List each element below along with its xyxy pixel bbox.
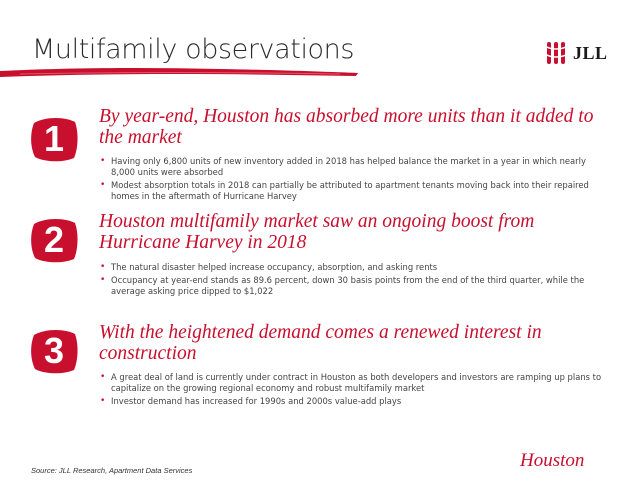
bullet-icon: • [100, 372, 106, 382]
list-item [99, 275, 604, 297]
number-badge-1 [28, 113, 80, 165]
number-label-1: 1 [43, 118, 65, 159]
section-heading-2: Houston multifamily market saw an ongoing boost from Hurricane Harvey in 2018 [99, 211, 535, 253]
bullet-icon: • [100, 262, 106, 272]
brush-stroke-underline [0, 62, 360, 80]
list-item [99, 372, 604, 394]
source-note: Source: JLL Research, Apartment Data Services [31, 466, 193, 475]
bullet-text: Modest absorption totals in 2018 can partially be attributed to apartment tenants moving back into their repaired homes in the aftermath of Hurricane Harvey [111, 180, 589, 201]
bullet-icon: • [100, 180, 106, 190]
list-item [99, 180, 604, 202]
bullet-icon: • [100, 156, 106, 166]
list-item [99, 262, 604, 273]
bullet-text: Having only 6,800 units of new inventory added in 2018 has helped balance the market in a year in which nearly 8,000 units were absorbed [111, 156, 586, 177]
bullet-icon: • [100, 396, 106, 406]
city-signature: Houston [520, 450, 585, 471]
bullet-text: Investor demand has increased for 1990s and 2000s value-add plays [111, 396, 402, 406]
bullet-icon: • [100, 275, 106, 285]
number-label-3: 3 [43, 330, 65, 371]
section-heading-3: With the heightened demand comes a renewed interest in construction [99, 322, 542, 364]
number-badge-3 [28, 325, 80, 377]
bullet-list-2 [99, 262, 604, 299]
section-heading-1: By year-end, Houston has absorbed more units than it added to the market [99, 106, 594, 148]
number-badge-2 [28, 214, 80, 266]
list-item [99, 156, 604, 178]
bullet-text: A great deal of land is currently under contract in Houston as both developers and investors are ramping up plans to capitalize on the growing regional economy and robust multifamily market [111, 372, 602, 393]
bullet-list-1 [99, 156, 604, 204]
bullet-list-3 [99, 372, 604, 409]
jll-logo-text: JLL [573, 43, 608, 63]
bullet-text: The natural disaster helped increase occupancy, absorption, and asking rents [111, 262, 438, 272]
bullet-text: Occupancy at year-end stands as 89.6 percent, down 30 basis points from the end of the third quarter, while the average asking price dipped to $1,022 [111, 275, 585, 296]
list-item [99, 396, 604, 407]
page-title: Multifamily observations [32, 34, 355, 65]
number-label-2: 2 [43, 219, 65, 260]
